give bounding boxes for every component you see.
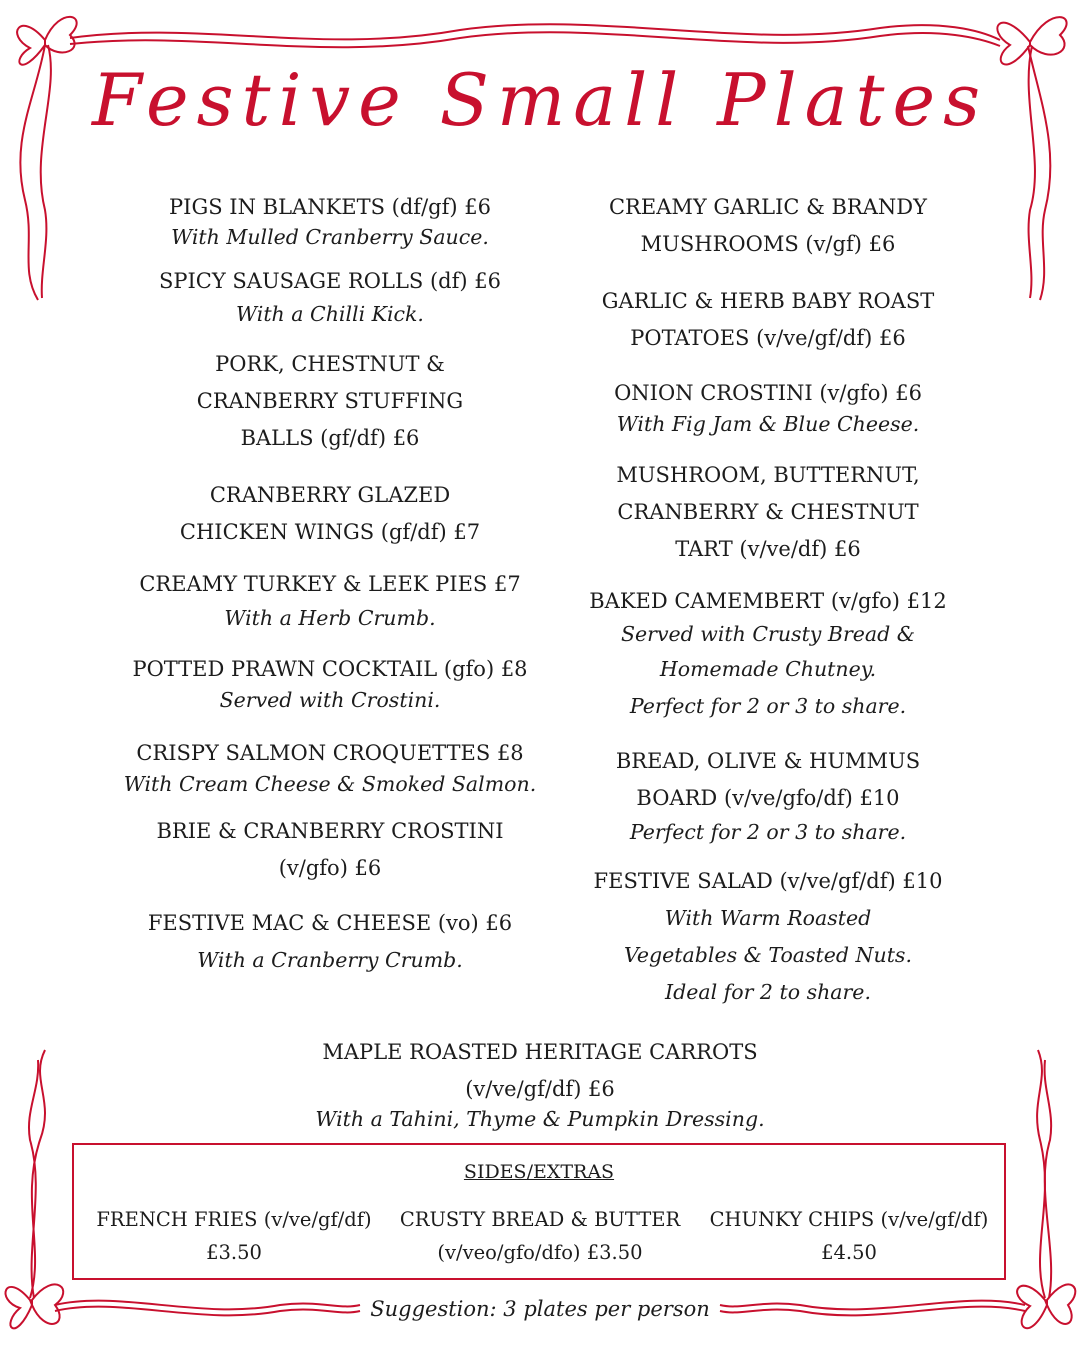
item-name-line: (v/gfo) £6 — [278, 856, 382, 880]
item-description: With a Cranberry Crumb. — [197, 948, 463, 972]
sides-box — [72, 1143, 1006, 1280]
item-name: BAKED CAMEMBERT (v/gfo) £12 — [589, 589, 947, 613]
item-description: With a Tahini, Thyme & Pumpkin Dressing. — [315, 1107, 765, 1131]
item-name-line: (v/ve/gf/df) £6 — [465, 1077, 615, 1101]
side-item — [698, 1203, 1000, 1269]
menu-item — [100, 737, 560, 799]
item-description-line: Vegetables & Toasted Nuts. — [624, 943, 912, 967]
top-ribbon-line — [70, 24, 1000, 40]
sides-title: SIDES/EXTRAS — [463, 1161, 615, 1183]
left-column — [100, 192, 560, 979]
menu-item — [538, 283, 998, 357]
item-description: Perfect for 2 or 3 to share. — [629, 820, 907, 844]
item-description: With Cream Cheese & Smoked Salmon. — [123, 772, 537, 796]
menu-title: Festive Small Plates — [91, 58, 989, 142]
item-name-line: TART (v/ve/df) £6 — [675, 537, 861, 561]
menu-item — [538, 863, 998, 1011]
menu-item — [100, 905, 560, 979]
side-price: £4.50 — [821, 1241, 877, 1264]
menu-item — [538, 743, 998, 847]
item-name: ONION CROSTINI (v/gfo) £6 — [614, 381, 922, 405]
item-name: POTTED PRAWN COCKTAIL (gfo) £8 — [132, 657, 528, 681]
item-description: Served with Crostini. — [219, 688, 441, 712]
item-name-line: CRANBERRY GLAZED — [209, 483, 451, 507]
item-description-line: With Warm Roasted — [664, 906, 872, 930]
menu-item — [100, 569, 560, 637]
menu-item — [538, 377, 998, 439]
menu-item — [100, 477, 560, 551]
item-name: CREAMY TURKEY & LEEK PIES £7 — [139, 572, 521, 596]
item-description: With Fig Jam & Blue Cheese. — [616, 412, 920, 436]
item-name-line: BOARD (v/ve/gfo/df) £10 — [636, 786, 900, 810]
side-item — [84, 1203, 384, 1269]
side-name: CRUSTY BREAD & BUTTER — [399, 1208, 681, 1231]
item-name: FESTIVE MAC & CHEESE (vo) £6 — [147, 911, 513, 935]
item-description: With Mulled Cranberry Sauce. — [171, 225, 489, 249]
side-price: (v/veo/gfo/dfo) £3.50 — [437, 1241, 643, 1264]
item-description-line: Served with Crusty Bread & — [620, 622, 916, 646]
item-name-line: CHICKEN WINGS (gf/df) £7 — [179, 520, 481, 544]
item-name-line: BRIE & CRANBERRY CROSTINI — [156, 819, 504, 843]
item-name-line: MAPLE ROASTED HERITAGE CARROTS — [322, 1040, 758, 1064]
side-item — [392, 1203, 688, 1269]
item-name-line: POTATOES (v/ve/gf/df) £6 — [630, 326, 906, 350]
menu-item — [100, 346, 560, 457]
menu-item — [100, 813, 560, 887]
item-name-line: GARLIC & HERB BABY ROAST — [601, 289, 935, 313]
menu-item-carrots — [240, 1034, 840, 1130]
menu-item — [100, 264, 560, 329]
item-name-line: MUSHROOM, BUTTERNUT, — [616, 463, 920, 487]
item-name-line: CRANBERRY & CHESTNUT — [617, 500, 919, 524]
item-description-line: Perfect for 2 or 3 to share. — [629, 694, 907, 718]
menu-item — [538, 457, 998, 568]
item-name-line: BREAD, OLIVE & HUMMUS — [615, 749, 921, 773]
item-description-line: Ideal for 2 to share. — [665, 980, 871, 1004]
menu-item — [100, 192, 560, 252]
side-name: CHUNKY CHIPS (v/ve/gf/df) — [709, 1208, 989, 1231]
item-name-line: CRANBERRY STUFFING — [196, 389, 464, 413]
side-name: FRENCH FRIES (v/ve/gf/df) — [96, 1208, 372, 1231]
item-name-line: BALLS (gf/df) £6 — [240, 426, 420, 450]
item-description: With a Chilli Kick. — [236, 302, 424, 326]
item-name-line: MUSHROOMS (v/gf) £6 — [640, 232, 896, 256]
item-name: PIGS IN BLANKETS (df/gf) £6 — [169, 195, 491, 219]
item-description-line: Homemade Chutney. — [659, 657, 877, 681]
side-price: £3.50 — [206, 1241, 262, 1264]
menu-item — [538, 585, 998, 725]
menu-item — [100, 653, 560, 715]
item-name: CRISPY SALMON CROQUETTES £8 — [136, 741, 524, 765]
right-column — [538, 189, 998, 1011]
item-name: SPICY SAUSAGE ROLLS (df) £6 — [159, 269, 501, 293]
item-name: FESTIVE SALAD (v/ve/gf/df) £10 — [593, 869, 943, 893]
menu-item — [538, 189, 998, 263]
item-name-line: PORK, CHESTNUT & — [215, 352, 445, 376]
item-name-line: CREAMY GARLIC & BRANDY — [608, 195, 927, 219]
item-description: With a Herb Crumb. — [224, 606, 436, 630]
footer-suggestion: Suggestion: 3 plates per person — [370, 1297, 710, 1321]
